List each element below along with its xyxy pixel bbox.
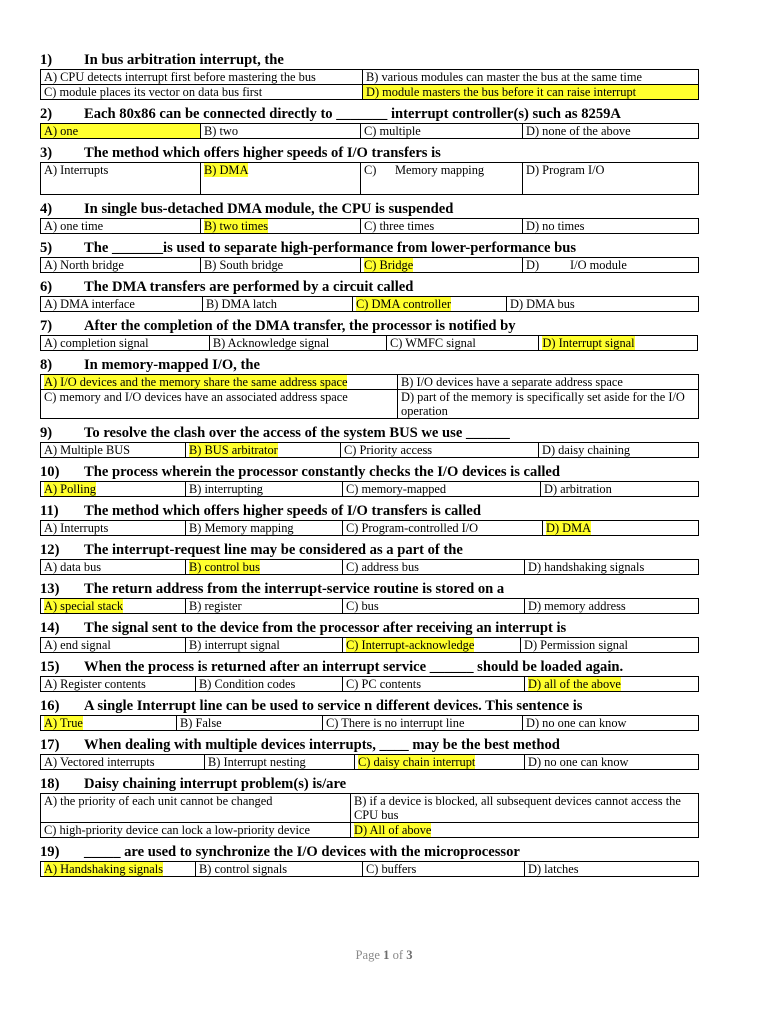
question-stem: [40, 106, 698, 123]
options-table: [40, 637, 699, 653]
option-d: D) no one can know: [525, 755, 699, 770]
question-text: To resolve the clash over the access of the system BUS we use ______: [84, 425, 510, 441]
option-b-highlight: B) control bus: [189, 560, 260, 574]
option-c-highlight: C) Bridge: [364, 258, 414, 272]
question-stem: [40, 145, 698, 162]
option-a-highlight: A) Polling: [44, 482, 96, 496]
option-c: [361, 258, 523, 273]
question-stem: [40, 776, 698, 793]
option-b: B) register: [186, 599, 343, 614]
option-b: [186, 560, 343, 575]
option-b: B) False: [177, 716, 323, 731]
question-text: The method which offers higher speeds of I/O transfers is: [84, 145, 441, 161]
footer-of-label: of: [392, 948, 404, 962]
question-stem: [40, 52, 698, 69]
option-d: D) Permission signal: [521, 638, 699, 653]
question-text: _____ are used to synchronize the I/O devices with the microprocessor: [84, 844, 520, 860]
option-c: C) bus: [343, 599, 525, 614]
question-text: In memory-mapped I/O, the: [84, 357, 260, 373]
option-a: A) Interrupts: [41, 521, 186, 536]
options-table: [40, 676, 699, 692]
option-d: D) memory address: [525, 599, 699, 614]
question-number: 12): [40, 542, 60, 558]
option-b: [186, 443, 341, 458]
question-text: In bus arbitration interrupt, the: [84, 52, 284, 68]
question-2: [40, 106, 698, 139]
options-table: [40, 69, 699, 100]
option-d: [539, 336, 698, 351]
options-table: [40, 520, 699, 536]
question-text: In single bus-detached DMA module, the CPU is suspended: [84, 201, 454, 217]
question-text: The process wherein the processor constantly checks the I/O devices is called: [84, 464, 561, 480]
option-d: D) handshaking signals: [525, 560, 699, 575]
question-stem: [40, 318, 698, 335]
option-a: A) Register contents: [41, 677, 196, 692]
page-footer: [0, 948, 768, 963]
option-d-highlight: D) All of above: [354, 823, 432, 837]
option-b: B) DMA latch: [203, 297, 353, 312]
option-c: C) module places its vector on data bus first: [41, 85, 363, 100]
question-number: 19): [40, 844, 60, 860]
option-a: A) CPU detects interrupt first before mastering the bus: [41, 70, 363, 85]
footer-page-total: 3: [406, 948, 413, 962]
question-number: 3): [40, 145, 53, 161]
question-number: 8): [40, 357, 53, 373]
question-stem: [40, 698, 698, 715]
option-b: B) two: [201, 124, 361, 139]
options-table: [40, 257, 699, 273]
option-d: D) DMA bus: [507, 297, 699, 312]
option-c: C) buffers: [363, 862, 525, 877]
question-text: After the completion of the DMA transfer, the processor is notified by: [84, 318, 516, 334]
option-d: D) Program I/O: [523, 163, 699, 195]
question-text: The return address from the interrupt-service routine is stored on a: [84, 581, 505, 597]
question-stem: [40, 503, 698, 520]
option-a-highlight: A) I/O devices and the memory share the same address space: [44, 375, 348, 389]
question-9: [40, 425, 698, 458]
option-a: [41, 482, 186, 497]
question-5: [40, 240, 698, 273]
options-table: [40, 754, 699, 770]
option-a: A) one: [41, 124, 201, 139]
option-a: A) Vectored interrupts: [41, 755, 205, 770]
option-a: [41, 716, 177, 731]
question-number: 1): [40, 52, 53, 68]
option-c: C) high-priority device can lock a low-priority device: [41, 823, 351, 838]
option-d: D) part of the memory is specifically set aside for the I/O operation: [398, 390, 699, 419]
option-b: B) interrupt signal: [186, 638, 343, 653]
question-text: The interrupt-request line may be considered as a part of the: [84, 542, 463, 558]
options-table: [40, 598, 699, 614]
question-13: [40, 581, 698, 614]
question-number: 10): [40, 464, 60, 480]
option-c-highlight: C) DMA controller: [356, 297, 451, 311]
question-number: 2): [40, 106, 53, 122]
option-b-highlight: B) DMA: [204, 163, 249, 177]
option-b: B) interrupting: [186, 482, 343, 497]
option-a: A) completion signal: [41, 336, 210, 351]
question-text: When dealing with multiple devices interrupts, ____ may be the best method: [84, 737, 560, 753]
option-c: C) PC contents: [343, 677, 525, 692]
option-a: [41, 375, 398, 390]
option-d: D) daisy chaining: [539, 443, 699, 458]
option-b: B) Acknowledge signal: [209, 336, 386, 351]
question-stem: [40, 844, 698, 861]
option-d: [351, 823, 699, 838]
option-a: A) DMA interface: [41, 297, 203, 312]
option-d: D) no one can know: [523, 716, 699, 731]
question-number: 9): [40, 425, 53, 441]
option-a: A) end signal: [41, 638, 186, 653]
option-b: B) Interrupt nesting: [205, 755, 355, 770]
question-stem: [40, 737, 698, 754]
option-c: C) Program-controlled I/O: [343, 521, 543, 536]
option-c: [353, 297, 507, 312]
options-table: [40, 218, 699, 234]
question-19: [40, 844, 698, 877]
question-stem: [40, 464, 698, 481]
option-c: C) Priority access: [341, 443, 539, 458]
question-number: 4): [40, 201, 53, 217]
question-4: [40, 201, 698, 234]
question-text: Daisy chaining interrupt problem(s) is/are: [84, 776, 347, 792]
option-d: D) I/O module: [523, 258, 699, 273]
options-table: [40, 793, 699, 838]
options-table: [40, 296, 699, 312]
question-1: [40, 52, 698, 100]
question-stem: [40, 581, 698, 598]
question-11: [40, 503, 698, 536]
question-8: [40, 357, 698, 419]
question-17: [40, 737, 698, 770]
options-table: [40, 162, 699, 195]
question-text: The method which offers higher speeds of I/O transfers is called: [84, 503, 481, 519]
question-number: 14): [40, 620, 60, 636]
question-number: 16): [40, 698, 60, 714]
options-table: [40, 335, 698, 351]
option-c: C) memory-mapped: [343, 482, 541, 497]
question-text: The DMA transfers are performed by a circuit called: [84, 279, 414, 295]
option-a-highlight: A) True: [44, 716, 83, 730]
option-c: C) multiple: [361, 124, 523, 139]
option-d: [525, 677, 699, 692]
options-table: [40, 861, 699, 877]
question-stem: [40, 659, 698, 676]
question-stem: [40, 357, 698, 374]
option-c: C) memory and I/O devices have an associated address space: [41, 390, 398, 419]
question-number: 7): [40, 318, 53, 334]
question-number: 15): [40, 659, 60, 675]
option-a: A) data bus: [41, 560, 186, 575]
question-7: [40, 318, 698, 351]
option-a: A) one time: [41, 219, 201, 234]
question-14: [40, 620, 698, 653]
option-a: [41, 599, 186, 614]
option-b: [201, 219, 361, 234]
option-d: D) none of the above: [523, 124, 699, 139]
option-d: [543, 521, 699, 536]
question-stem: [40, 542, 698, 559]
question-text: A single Interrupt line can be used to service n different devices. This sentence is: [84, 698, 583, 714]
question-text: The _______is used to separate high-performance from lower-performance bus: [84, 240, 577, 256]
option-d: D) latches: [525, 862, 699, 877]
options-table: [40, 123, 699, 139]
question-10: [40, 464, 698, 497]
options-table: [40, 715, 699, 731]
option-a-highlight: A) Handshaking signals: [44, 862, 164, 876]
question-stem: [40, 425, 698, 442]
question-text: Each 80x86 can be connected directly to _______ interrupt controller(s) such as 8259A: [84, 106, 621, 122]
question-text: The signal sent to the device from the processor after receiving an interrupt is: [84, 620, 567, 636]
option-b-highlight: B) two times: [204, 219, 269, 233]
footer-page-label: Page: [355, 948, 380, 962]
option-b: [201, 163, 361, 195]
option-d: D) no times: [523, 219, 699, 234]
question-15: [40, 659, 698, 692]
option-c: C) There is no interrupt line: [323, 716, 523, 731]
question-3: [40, 145, 698, 195]
option-d-highlight: D) DMA: [546, 521, 592, 535]
option-d-highlight: D) Interrupt signal: [542, 336, 635, 350]
question-number: 17): [40, 737, 60, 753]
question-number: 6): [40, 279, 53, 295]
option-c-highlight: C) Interrupt-acknowledge: [346, 638, 475, 652]
footer-page-number: 1: [383, 948, 390, 962]
question-stem: [40, 201, 698, 218]
question-stem: [40, 279, 698, 296]
question-list: [40, 52, 698, 883]
option-a: [41, 862, 196, 877]
option-c-highlight: C) daisy chain interrupt: [358, 755, 476, 769]
options-table: [40, 481, 699, 497]
question-number: 5): [40, 240, 53, 256]
question-16: [40, 698, 698, 731]
question-18: [40, 776, 698, 838]
question-6: [40, 279, 698, 312]
option-d-highlight: D) all of the above: [528, 677, 621, 691]
question-number: 11): [40, 503, 59, 519]
options-table: [40, 442, 699, 458]
option-d: D) module masters the bus before it can raise interrupt: [363, 85, 699, 100]
option-c: [343, 638, 521, 653]
option-c: C) Memory mapping: [361, 163, 523, 195]
question-12: [40, 542, 698, 575]
option-a: A) Multiple BUS: [41, 443, 186, 458]
option-b: B) South bridge: [201, 258, 361, 273]
option-a: A) the priority of each unit cannot be changed: [41, 794, 351, 823]
option-a-highlight: A) special stack: [44, 599, 124, 613]
option-c: C) three times: [361, 219, 523, 234]
question-stem: [40, 240, 698, 257]
option-c: C) address bus: [343, 560, 525, 575]
option-b-highlight: B) BUS arbitrator: [189, 443, 278, 457]
option-b: B) Memory mapping: [186, 521, 343, 536]
question-stem: [40, 620, 698, 637]
option-d: D) arbitration: [541, 482, 699, 497]
option-b: B) if a device is blocked, all subsequent devices cannot access the CPU bus: [351, 794, 699, 823]
question-number: 18): [40, 776, 60, 792]
option-a: A) North bridge: [41, 258, 201, 273]
option-b: B) I/O devices have a separate address space: [398, 375, 699, 390]
options-table: [40, 374, 699, 419]
option-b: B) control signals: [196, 862, 363, 877]
option-c: [355, 755, 525, 770]
option-b: B) Condition codes: [196, 677, 343, 692]
option-b: B) various modules can master the bus at the same time: [363, 70, 699, 85]
options-table: [40, 559, 699, 575]
question-text: When the process is returned after an interrupt service ______ should be loaded again.: [84, 659, 624, 675]
question-number: 13): [40, 581, 60, 597]
option-a: A) Interrupts: [41, 163, 201, 195]
option-c: C) WMFC signal: [386, 336, 538, 351]
